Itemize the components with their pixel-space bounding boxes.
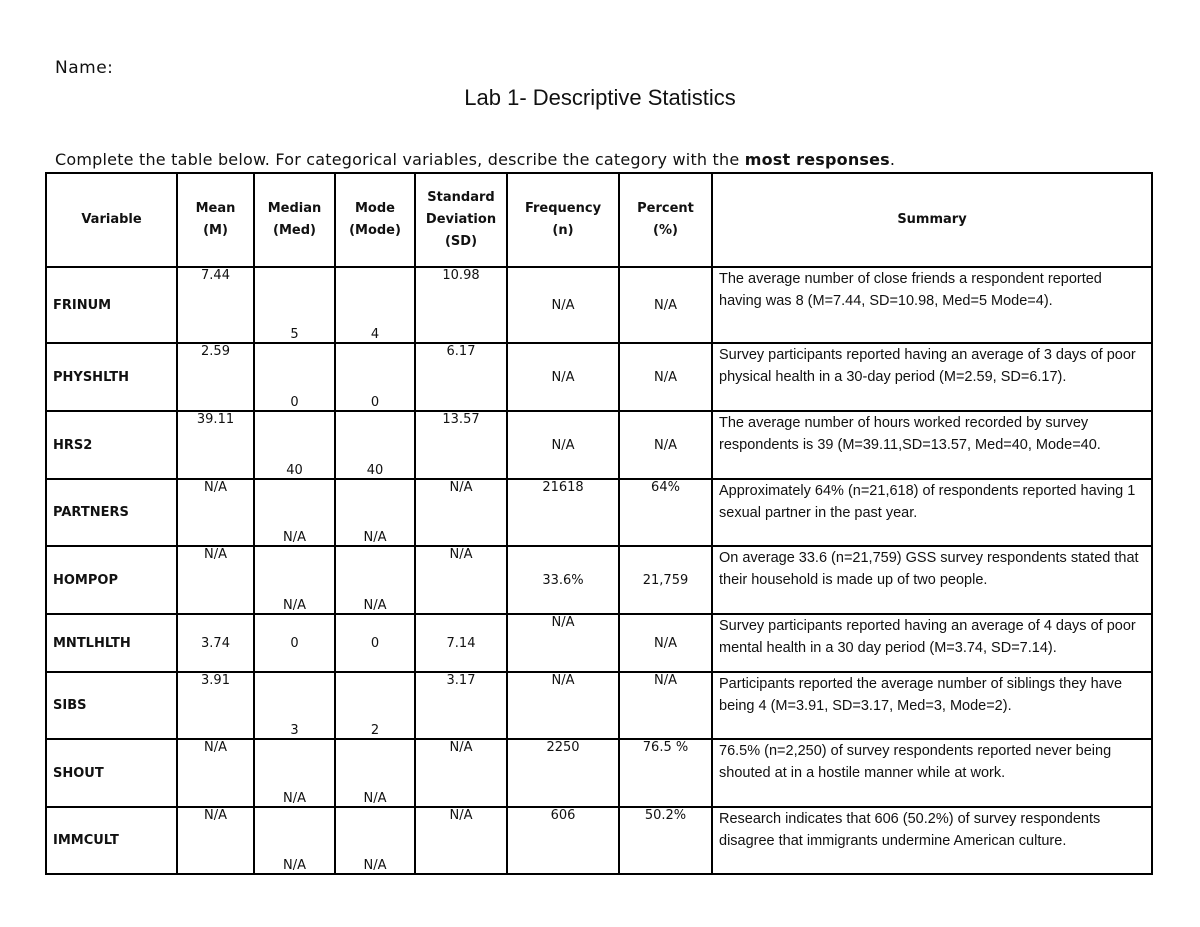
header-mode: Mode (Mode) [335, 173, 415, 267]
cell-frequency: 606 [507, 807, 619, 874]
cell-frequency: 2250 [507, 739, 619, 807]
header-percent: Percent (%) [619, 173, 712, 267]
cell-percent: N/A [619, 343, 712, 411]
cell-mean: 2.59 [177, 343, 254, 411]
cell-percent: N/A [619, 614, 712, 672]
cell-sd: 3.17 [415, 672, 507, 739]
cell-percent: N/A [619, 672, 712, 739]
cell-mode: 4 [335, 267, 415, 343]
cell-summary: The average number of close friends a respondent reported having was 8 (M=7.44, SD=10.98, Med=5 Mode=4). [712, 267, 1152, 343]
cell-sd: 10.98 [415, 267, 507, 343]
cell-mode: 0 [335, 614, 415, 672]
table-row [46, 672, 1152, 739]
instructions-suffix: . [889, 150, 896, 169]
cell-summary: The average number of hours worked recorded by survey respondents is 39 (M=39.11,SD=13.57, Med=40, Mode=40. [712, 411, 1152, 479]
table-row [46, 739, 1152, 807]
table-row [46, 267, 1152, 343]
cell-frequency: N/A [507, 672, 619, 739]
cell-variable: MNTLHLTH [46, 614, 177, 672]
cell-mode: N/A [335, 546, 415, 614]
instructions [55, 150, 895, 169]
table-row [46, 343, 1152, 411]
cell-frequency: N/A [507, 411, 619, 479]
cell-percent: 21,759 [619, 546, 712, 614]
cell-sd: N/A [415, 807, 507, 874]
cell-percent: N/A [619, 411, 712, 479]
table-row [46, 614, 1152, 672]
cell-median: N/A [254, 807, 335, 874]
cell-median: N/A [254, 479, 335, 546]
cell-variable: SIBS [46, 672, 177, 739]
cell-mode: 0 [335, 343, 415, 411]
cell-mode: 2 [335, 672, 415, 739]
cell-percent: 50.2% [619, 807, 712, 874]
cell-frequency: N/A [507, 343, 619, 411]
table-row [46, 479, 1152, 546]
cell-summary: On average 33.6 (n=21,759) GSS survey respondents stated that their household is made up of two people. [712, 546, 1152, 614]
page-title: Lab 1- Descriptive Statistics [464, 85, 736, 110]
cell-variable: IMMCULT [46, 807, 177, 874]
cell-frequency: 21618 [507, 479, 619, 546]
cell-mean: N/A [177, 807, 254, 874]
cell-frequency: 33.6% [507, 546, 619, 614]
cell-median: N/A [254, 739, 335, 807]
cell-mode: N/A [335, 479, 415, 546]
cell-summary: Survey participants reported having an average of 3 days of poor physical health in a 30-day period (M=2.59, SD=6.17). [712, 343, 1152, 411]
cell-sd: N/A [415, 739, 507, 807]
cell-mode: N/A [335, 807, 415, 874]
cell-variable: HRS2 [46, 411, 177, 479]
cell-median: 3 [254, 672, 335, 739]
cell-mean: N/A [177, 479, 254, 546]
cell-sd: N/A [415, 479, 507, 546]
cell-mean: 3.91 [177, 672, 254, 739]
cell-summary: Research indicates that 606 (50.2%) of survey respondents disagree that immigrants undermine American culture. [712, 807, 1152, 874]
cell-summary: Approximately 64% (n=21,618) of respondents reported having 1 sexual partner in the past year. [712, 479, 1152, 546]
header-summary: Summary [712, 173, 1152, 267]
cell-frequency: N/A [507, 614, 619, 672]
cell-summary: Participants reported the average number of siblings they have being 4 (M=3.91, SD=3.17, Med=3, Mode=2). [712, 672, 1152, 739]
cell-variable: PHYSHLTH [46, 343, 177, 411]
name-label: Name: [55, 58, 114, 78]
header-mean: Mean (M) [177, 173, 254, 267]
table-header-row [46, 173, 1152, 267]
header-frequency: Frequency (n) [507, 173, 619, 267]
cell-percent: N/A [619, 267, 712, 343]
instructions-bold: most responses [744, 150, 890, 169]
table-row [46, 546, 1152, 614]
cell-frequency: N/A [507, 267, 619, 343]
cell-mean: 7.44 [177, 267, 254, 343]
cell-mode: 40 [335, 411, 415, 479]
instructions-prefix: Complete the table below. For categorical variables, describe the category with the [55, 150, 745, 169]
cell-mean: N/A [177, 739, 254, 807]
cell-median: 5 [254, 267, 335, 343]
cell-sd: 6.17 [415, 343, 507, 411]
table-row [46, 411, 1152, 479]
header-variable: Variable [46, 173, 177, 267]
header-median: Median (Med) [254, 173, 335, 267]
cell-summary: Survey participants reported having an average of 4 days of poor mental health in a 30 day period (M=3.74, SD=7.14). [712, 614, 1152, 672]
cell-percent: 76.5 % [619, 739, 712, 807]
cell-mean: 3.74 [177, 614, 254, 672]
cell-median: N/A [254, 546, 335, 614]
statistics-table [45, 172, 1153, 875]
cell-sd: N/A [415, 546, 507, 614]
cell-variable: PARTNERS [46, 479, 177, 546]
cell-mean: 39.11 [177, 411, 254, 479]
cell-percent: 64% [619, 479, 712, 546]
cell-mean: N/A [177, 546, 254, 614]
table-body [46, 267, 1152, 874]
cell-mode: N/A [335, 739, 415, 807]
table-row [46, 807, 1152, 874]
cell-sd: 7.14 [415, 614, 507, 672]
cell-variable: HOMPOP [46, 546, 177, 614]
cell-variable: SHOUT [46, 739, 177, 807]
cell-median: 0 [254, 343, 335, 411]
cell-sd: 13.57 [415, 411, 507, 479]
cell-median: 0 [254, 614, 335, 672]
cell-variable: FRINUM [46, 267, 177, 343]
cell-median: 40 [254, 411, 335, 479]
cell-summary: 76.5% (n=2,250) of survey respondents reported never being shouted at in a hostile manner while at work. [712, 739, 1152, 807]
header-sd: Standard Deviation (SD) [415, 173, 507, 267]
